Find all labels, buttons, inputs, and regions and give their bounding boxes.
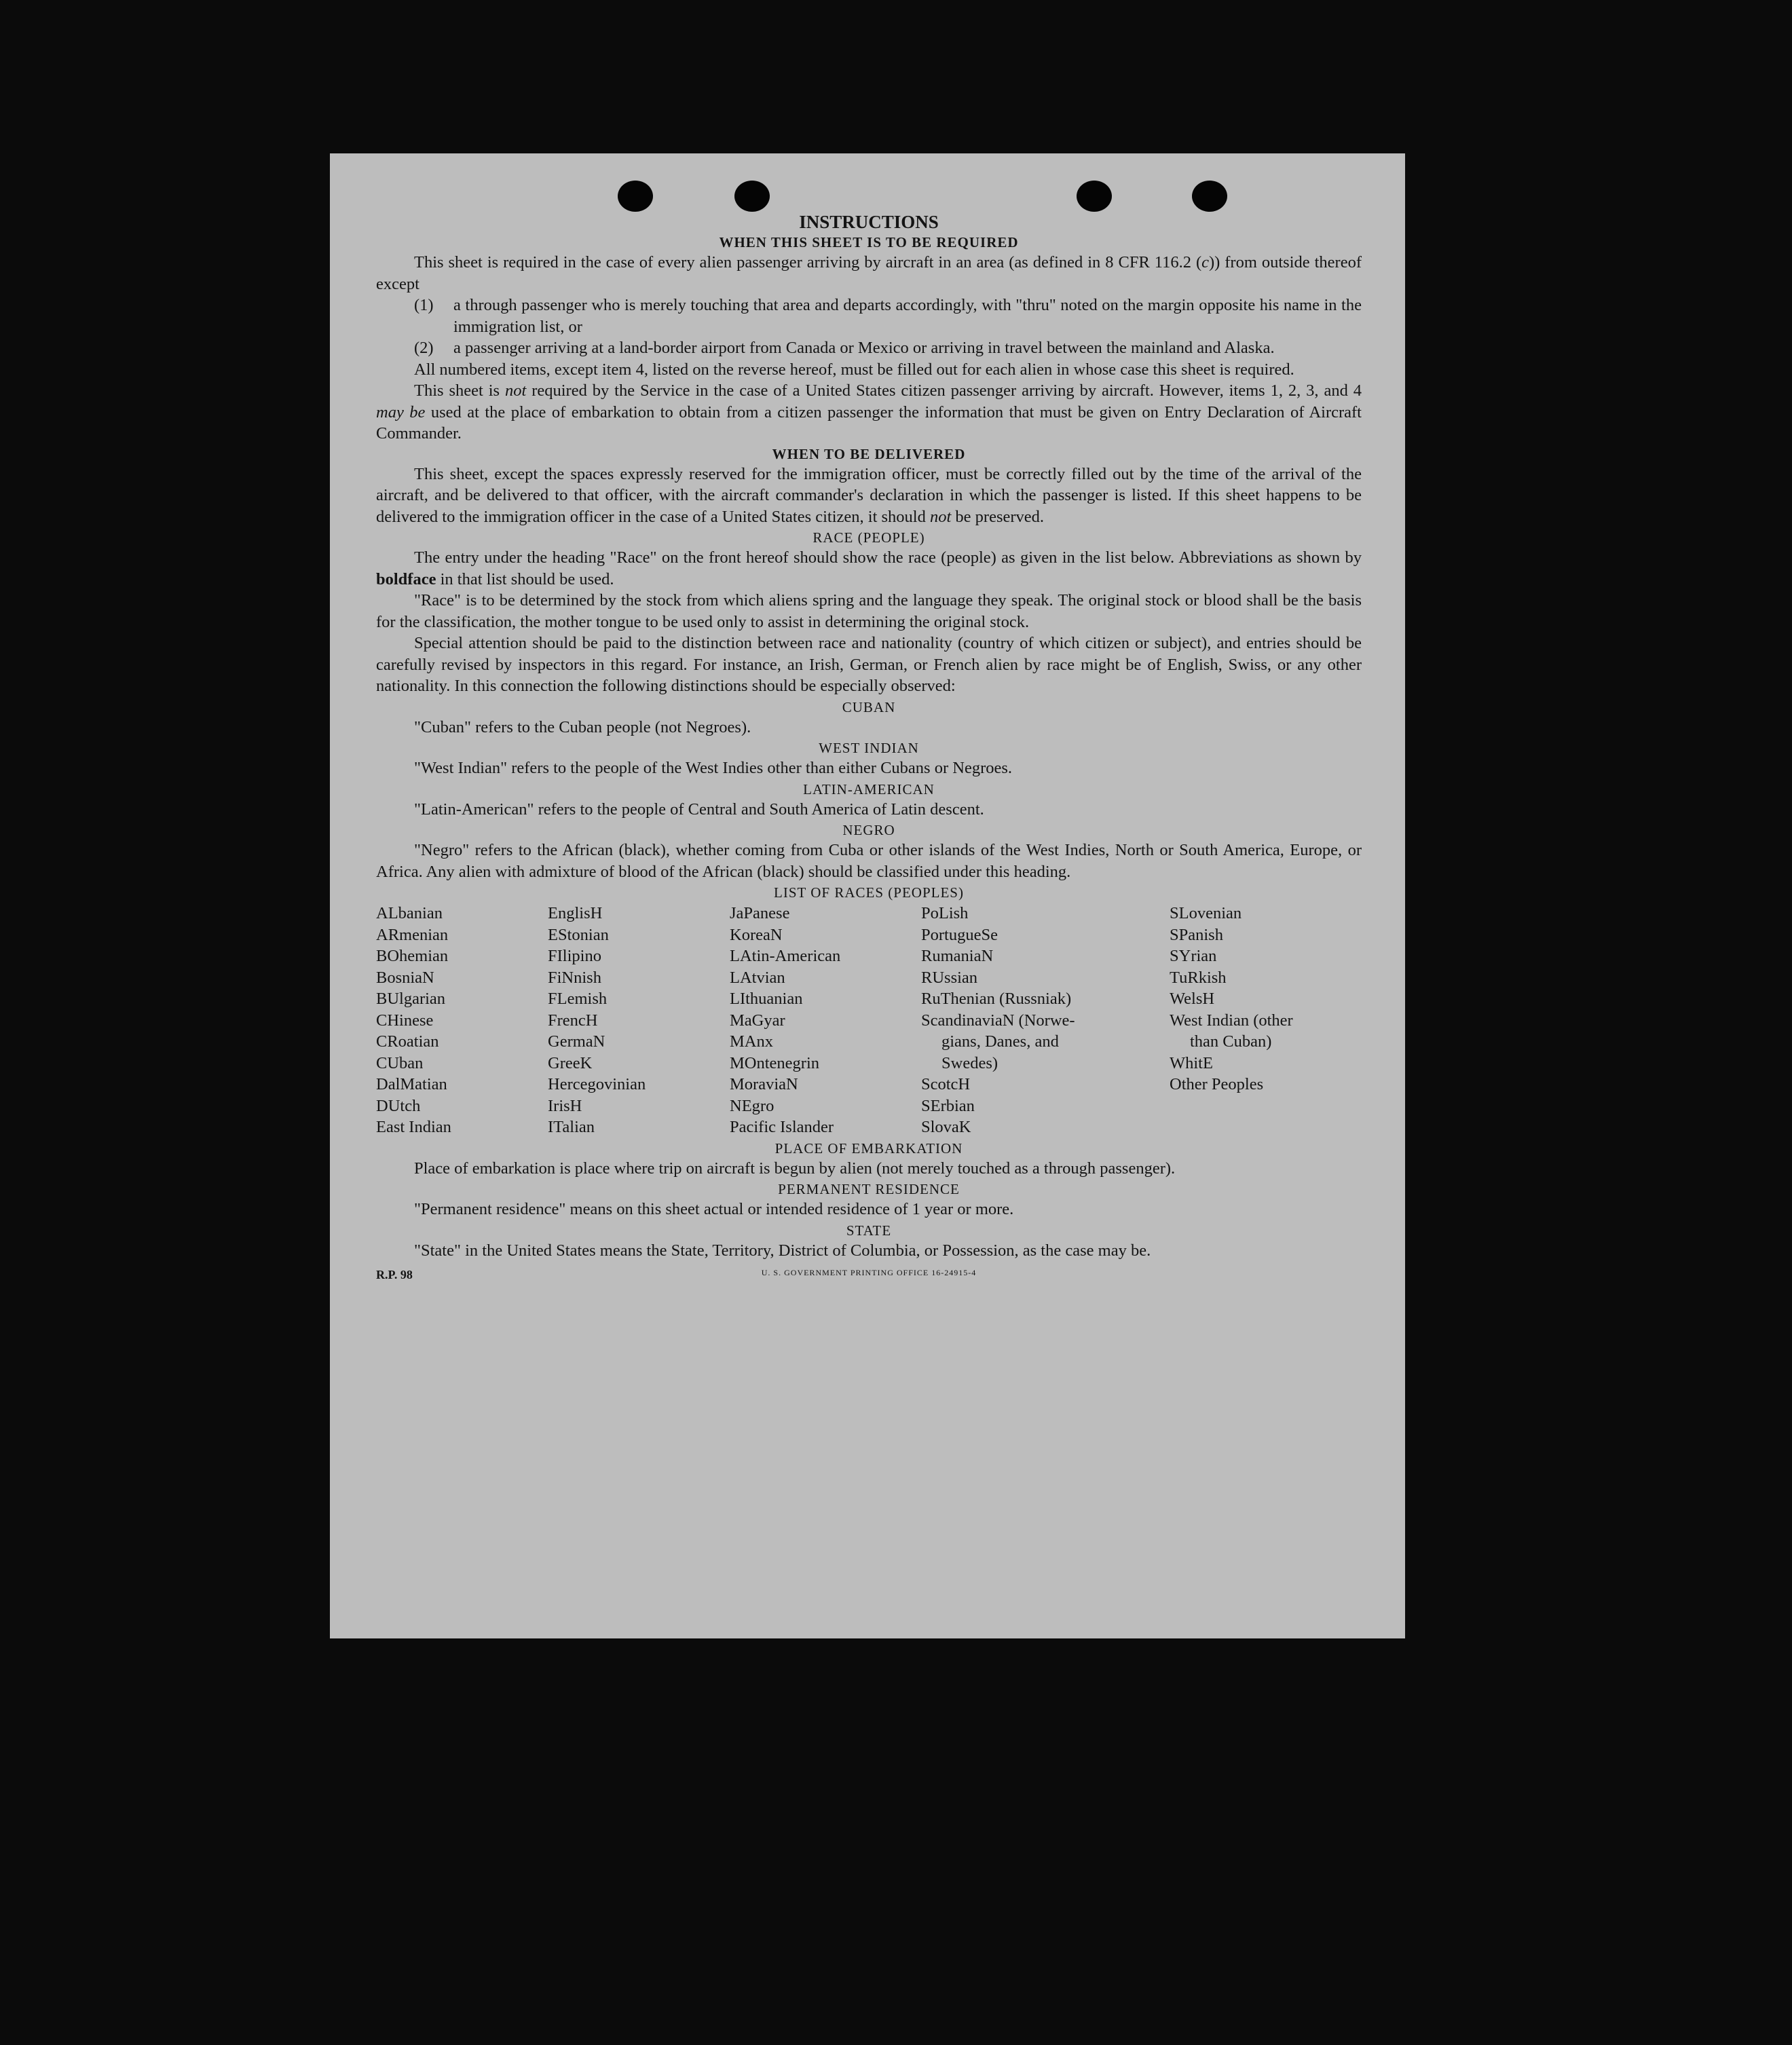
race-column — [730, 903, 921, 1138]
race-item: MoraviaN — [730, 1075, 798, 1093]
paragraph: "Cuban" refers to the Cuban people (not Negroes). — [414, 717, 751, 736]
race-item: RUssian — [921, 968, 978, 987]
race-item: GreeK — [548, 1053, 593, 1072]
race-item: RuThenian (Russniak) — [921, 990, 1072, 1008]
race-item: FLemish — [548, 990, 608, 1008]
race-item: BOhemian — [376, 947, 449, 965]
paragraph: The entry under the heading "Race" on the front hereof should show the race (people) as given in the list below. Abbreviations as shown by boldface in that list should be used. — [376, 548, 1362, 588]
race-item: DUtch — [376, 1096, 421, 1115]
race-list — [376, 903, 1362, 1138]
race-item: SLovenian — [1170, 904, 1242, 922]
race-item: PoLish — [921, 904, 969, 922]
form-number: R.P. 98 — [376, 1268, 413, 1281]
race-item: Hercegovinian — [548, 1075, 646, 1093]
section-heading-residence: PERMANENT RESIDENCE — [778, 1181, 960, 1197]
race-item: Pacific Islander — [730, 1118, 834, 1136]
paragraph: This sheet is not required by the Service in the case of a United States citizen passenger arriving by aircraft. However, items 1, 2, 3, and 4 may be used at the place of embarkation to obtain from a citizen passenger the information that must be given on Entry Declaration of Aircraft Commander. — [376, 381, 1362, 443]
footer — [376, 1265, 1362, 1292]
race-item: MOntenegrin — [730, 1053, 819, 1072]
section-heading-when-delivered: WHEN TO BE DELIVERED — [772, 445, 966, 462]
race-item: ITalian — [548, 1118, 595, 1136]
paragraph: Special attention should be paid to the distinction between race and nationality (country of which citizen or subject), and entries should be carefully revised by inspectors in this regard. For instance, an Irish, German, or French alien by race might be of English, Swiss, or any other nationality. In this connection the following distinctions should be especially observed: — [376, 634, 1362, 695]
race-item: LAtvian — [730, 968, 785, 987]
race-column — [548, 903, 730, 1138]
race-item: PortugueSe — [921, 925, 998, 944]
race-item: gians, Danes, and — [941, 1032, 1059, 1051]
race-item: WelsH — [1170, 990, 1215, 1008]
printer-imprint: U. S. GOVERNMENT PRINTING OFFICE 16-24915-4 — [761, 1268, 977, 1277]
race-column — [376, 903, 548, 1138]
race-item: CUban — [376, 1053, 424, 1072]
race-item: CRoatian — [376, 1032, 439, 1051]
race-item: EStonian — [548, 925, 609, 944]
race-item: EnglisH — [548, 904, 603, 922]
section-heading-list-of-races: LIST OF RACES (PEOPLES) — [774, 884, 964, 901]
instruction-sheet — [330, 153, 1405, 1638]
race-item: MaGyar — [730, 1011, 785, 1030]
race-item: FiNnish — [548, 968, 601, 987]
punch-hole — [618, 181, 653, 212]
race-column — [1170, 903, 1343, 1138]
race-item: CHinese — [376, 1011, 434, 1030]
race-item: LAtin-American — [730, 947, 841, 965]
paragraph: "Negro" refers to the African (black), whether coming from Cuba or other islands of the West Indies, North or South America, Europe, or Africa. Any alien with admixture of blood of the African (black) should be classified under this heading. — [376, 841, 1362, 881]
paragraph: This sheet, except the spaces expressly reserved for the immigration officer, must be correctly filled out by the time of the arrival of the aircraft, and be delivered to that officer, with the aircraft commander's declaration in which the passenger is listed. If this sheet happens to be delivered to the immigration officer in the case of a United States citizen, it should not be preserved. — [376, 464, 1362, 526]
section-heading-embarkation: PLACE OF EMBARKATION — [774, 1140, 963, 1157]
paragraph: "Permanent residence" means on this sheet actual or intended residence of 1 year or more. — [414, 1200, 1014, 1218]
paragraph: All numbered items, except item 4, listed on the reverse hereof, must be filled out for each alien in whose case this sheet is required. — [414, 360, 1294, 379]
race-item: LIthuanian — [730, 990, 803, 1008]
paragraph: "West Indian" refers to the people of the West Indies other than either Cubans or Negroes. — [414, 759, 1013, 777]
race-item: FrencH — [548, 1011, 598, 1030]
race-item: East Indian — [376, 1118, 451, 1136]
race-item: GermaN — [548, 1032, 605, 1051]
section-heading-state: STATE — [846, 1222, 892, 1239]
race-item: IrisH — [548, 1096, 582, 1115]
race-item: SlovaK — [921, 1118, 971, 1136]
race-item: West Indian (other — [1170, 1011, 1293, 1030]
list-item: (1) a through passenger who is merely touching that area and departs accordingly, with "thru" noted on the margin opposite his name in the immigration list, or — [414, 296, 1362, 336]
section-heading-negro: NEGRO — [842, 822, 895, 838]
race-item: SPanish — [1170, 925, 1223, 944]
race-item: KoreaN — [730, 925, 783, 944]
exception-list — [376, 295, 1362, 359]
punch-hole — [1077, 181, 1112, 212]
section-heading-cuban: CUBAN — [842, 698, 896, 715]
race-item: SYrian — [1170, 947, 1217, 965]
punch-hole — [1192, 181, 1227, 212]
race-item: WhitE — [1170, 1053, 1213, 1072]
race-item: RumaniaN — [921, 947, 994, 965]
section-heading-race: RACE (PEOPLE) — [813, 529, 925, 546]
race-column — [921, 903, 1170, 1138]
paragraph: "State" in the United States means the State, Territory, District of Columbia, or Possession, as the case may be. — [414, 1241, 1151, 1260]
race-item: JaPanese — [730, 904, 790, 922]
race-item: BUlgarian — [376, 990, 446, 1008]
race-item: MAnx — [730, 1032, 773, 1051]
paragraph: "Race" is to be determined by the stock from which aliens spring and the language they speak. The original stock or blood shall be the basis for the classification, the mother tongue to be used only to assist in determining the original stock. — [376, 591, 1362, 631]
race-item: TuRkish — [1170, 968, 1227, 987]
race-item: ScotcH — [921, 1075, 971, 1093]
race-item: FIlipino — [548, 947, 601, 965]
section-heading-when-required: WHEN THIS SHEET IS TO BE REQUIRED — [719, 234, 1019, 250]
punch-hole — [734, 181, 770, 212]
race-item: Other Peoples — [1170, 1075, 1264, 1093]
race-item: ScandinaviaN (Norwe- — [921, 1011, 1075, 1030]
race-item: ARmenian — [376, 925, 449, 944]
race-item: than Cuban) — [1190, 1032, 1272, 1051]
race-item: Swedes) — [941, 1053, 998, 1072]
paragraph: "Latin-American" refers to the people of Central and South America of Latin descent. — [414, 800, 984, 819]
race-item: DalMatian — [376, 1075, 447, 1093]
page-title: INSTRUCTIONS — [799, 212, 939, 232]
section-heading-west-indian: WEST INDIAN — [819, 740, 919, 756]
list-item: (2) a passenger arriving at a land-border airport from Canada or Mexico or arriving in travel between the mainland and Alaska. — [414, 339, 1275, 357]
paragraph: This sheet is required in the case of every alien passenger arriving by aircraft in an area (as defined in 8 CFR 116.2 (c)) from outside thereof except — [376, 253, 1362, 293]
section-heading-latin-american: LATIN-AMERICAN — [803, 781, 935, 798]
race-item: SErbian — [921, 1096, 975, 1115]
race-item: NEgro — [730, 1096, 774, 1115]
race-item: BosniaN — [376, 968, 434, 987]
paragraph: Place of embarkation is place where trip on aircraft is begun by alien (not merely touched as a through passenger). — [414, 1159, 1176, 1178]
race-item: ALbanian — [376, 904, 443, 922]
